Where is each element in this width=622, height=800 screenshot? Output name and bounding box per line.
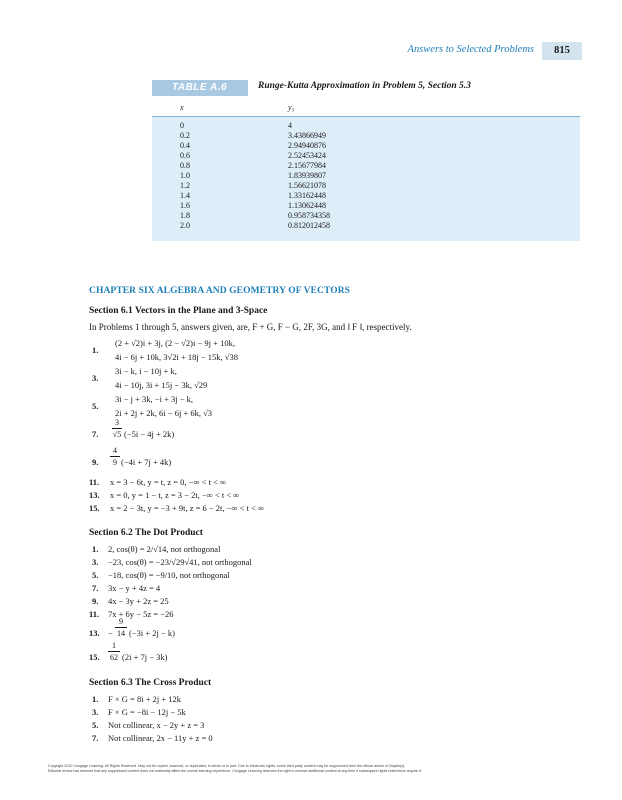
fraction-bar: [112, 428, 122, 429]
answer-line: −23, cos(θ) = −23/√29√41, not orthogonal: [108, 557, 252, 567]
section-6-1-title: Section 6.1 Vectors in the Plane and 3-Space: [89, 306, 268, 316]
answer-number: 7.: [92, 733, 99, 743]
table-title: Runge-Kutta Approximation in Problem 5, Section 5.3: [258, 81, 471, 91]
page-number: 815: [542, 42, 582, 60]
table-cell-x: 1.8: [180, 211, 190, 220]
fraction: [108, 641, 120, 662]
footer-line: Copyright 2010 Cengage Learning. All Rights Reserved. May not be copied, scanned, or duplicated, in whole or in part. Due to electronic rights, some third party content may be suppressed from the eBook and/or eChapter(s).: [48, 764, 406, 768]
answer-number: 3.: [92, 707, 99, 717]
table-cell-y: 1.33162448: [288, 191, 326, 200]
answer-line: 3i − k, i − 10j + k,: [115, 366, 177, 376]
running-head: [0, 42, 622, 62]
table-row: [152, 211, 580, 221]
answer-number: 1.: [92, 694, 99, 704]
answer-number: 1.: [92, 345, 99, 355]
answer-number: 9.: [92, 596, 99, 606]
fraction-denominator: 62: [110, 653, 118, 662]
answer-number: 1.: [92, 544, 99, 554]
answer-line: 4i − 6j + 10k, 3√2i + 18j − 15k, √38: [115, 352, 238, 362]
answer-number: 5.: [92, 720, 99, 730]
answer-line: x = 0, y = 1 − t, z = 3 − 2t, −∞ < t < ∞: [110, 490, 240, 500]
fraction-bar: [115, 627, 127, 628]
fraction-numerator: 1: [112, 641, 116, 650]
answer-line: 3i − j + 3k, −i + 3j − k,: [115, 394, 194, 404]
answer-line: F × G = 8i + 2j + 12k: [108, 694, 182, 704]
answer-number: 13.: [89, 628, 100, 638]
table-cell-y: 1.83939807: [288, 171, 326, 180]
runge-kutta-table: [152, 98, 580, 241]
table-cell-y: 0.958734358: [288, 211, 330, 220]
fraction: [112, 418, 122, 439]
answer-number: 9.: [92, 457, 99, 467]
section-6-3-title: Section 6.3 The Cross Product: [89, 678, 212, 688]
answer-line: Not collinear, 2x − 11y + z = 0: [108, 733, 213, 743]
table-row: [152, 181, 580, 191]
fraction: [110, 446, 120, 467]
table-body: [152, 117, 580, 241]
table-row: [152, 191, 580, 201]
answer-line: Not collinear, x − 2y + z = 3: [108, 720, 205, 730]
answer-number: 3.: [92, 557, 99, 567]
table-cell-x: 2.0: [180, 221, 190, 230]
table-cell-y: 1.13062448: [288, 201, 326, 210]
fraction: [115, 617, 127, 638]
table-header-y: y₅: [288, 103, 295, 112]
answer-number: 7.: [92, 429, 99, 439]
footer-line: Editorial review has deemed that any suppressed content does not materially affect the overall learning experience. Cengage Learning reserves the right to remove additional content at any time if subsequent rights restrictions require it.: [48, 769, 422, 773]
fraction-bar: [110, 456, 120, 457]
table-cell-x: 0: [180, 121, 184, 130]
answer-line: (2i + 7j − 3k): [122, 652, 168, 662]
table-cell-x: 1.2: [180, 181, 190, 190]
table-row: [152, 221, 580, 231]
answer-line: 4x − 3y + 2z = 25: [108, 596, 169, 606]
fraction-denominator: 9: [113, 458, 117, 467]
table-row: [152, 201, 580, 211]
answer-number: 7.: [92, 583, 99, 593]
fraction-bar: [108, 651, 120, 652]
answer-line: 2i + 2j + 2k, 6i − 6j + 6k, √3: [115, 408, 213, 418]
fraction-numerator: 3: [115, 418, 119, 427]
answer-line: x = 2 − 3t, y = −3 + 9t, z = 6 − 2t, −∞ < t < ∞: [110, 503, 265, 513]
table-row: [152, 161, 580, 171]
table-row: [152, 131, 580, 141]
answer-line: (−4i + 7j + 4k): [121, 457, 172, 467]
copyright-footer: [48, 764, 578, 774]
answer-line: 4i − 10j, 3i + 15j − 3k, √29: [115, 380, 208, 390]
table-row: [152, 171, 580, 181]
fraction-denominator: √5: [112, 430, 122, 439]
table-row: [152, 141, 580, 151]
answer-line: 2, cos(θ) = 2/√14, not orthogonal: [108, 544, 221, 554]
answer-number: 5.: [92, 570, 99, 580]
running-title: Answers to Selected Problems: [407, 44, 534, 55]
answer-line: (−3i + 2j − k): [129, 628, 176, 638]
answer-number: 15.: [89, 503, 100, 513]
table-cell-y: 0.812012458: [288, 221, 330, 230]
answer-line: 7x + 6y − 5z = −26: [108, 609, 174, 619]
table-cell-y: 4: [288, 121, 292, 130]
answer-line: x = 3 − 6t, y = t, z = 0, −∞ < t < ∞: [110, 477, 227, 487]
table-header-row: [152, 98, 580, 117]
table-cell-y: 2.94940876: [288, 141, 326, 150]
answer-line: 3x − y + 4z = 4: [108, 583, 161, 593]
answer-number: 15.: [89, 652, 100, 662]
table-cell-x: 0.6: [180, 151, 190, 160]
table-cell-y: 3.43866949: [288, 131, 326, 140]
table-cell-x: 1.0: [180, 171, 190, 180]
table-caption: [152, 80, 580, 96]
fraction-numerator: 4: [113, 446, 117, 455]
answer-line: F × G = −8i − 12j − 5k: [108, 707, 186, 717]
fraction-numerator: 9: [119, 617, 123, 626]
section-6-2-title: Section 6.2 The Dot Product: [89, 528, 203, 538]
table-cell-x: 1.4: [180, 191, 190, 200]
table-cell-x: 0.8: [180, 161, 190, 170]
chapter-heading: CHAPTER SIX ALGEBRA AND GEOMETRY OF VECTORS: [89, 286, 351, 296]
table-cell-x: 1.6: [180, 201, 190, 210]
table-label: TABLE A.6: [152, 80, 248, 96]
answer-line: (−5i − 4j + 2k): [124, 429, 175, 439]
answer-number: 13.: [89, 490, 100, 500]
table-cell-y: 1.56621078: [288, 181, 326, 190]
table-row: [152, 121, 580, 131]
table-cell-x: 0.4: [180, 141, 190, 150]
fraction-denominator: 14: [117, 629, 125, 638]
answer-number: 5.: [92, 401, 99, 411]
answer-number: 11.: [89, 477, 100, 487]
answer-number: 3.: [92, 373, 99, 383]
table-header-x: x: [180, 103, 184, 112]
section-6-1-intro: In Problems 1 through 5, answers given, are, F + G, F − G, 2F, 3G, and ‖ F ‖, respectively.: [89, 322, 412, 332]
answer-line: (2 + √2)i + 3j, (2 − √2)i − 9j + 10k,: [115, 338, 235, 348]
answer-line: −18, cos(θ) = −9/10, not orthogonal: [108, 570, 230, 580]
table-cell-y: 2.52453424: [288, 151, 326, 160]
table-row: [152, 151, 580, 161]
answer-sign: −: [108, 628, 113, 638]
table-cell-x: 0.2: [180, 131, 190, 140]
table-cell-y: 2.15677984: [288, 161, 326, 170]
answer-number: 11.: [89, 609, 100, 619]
